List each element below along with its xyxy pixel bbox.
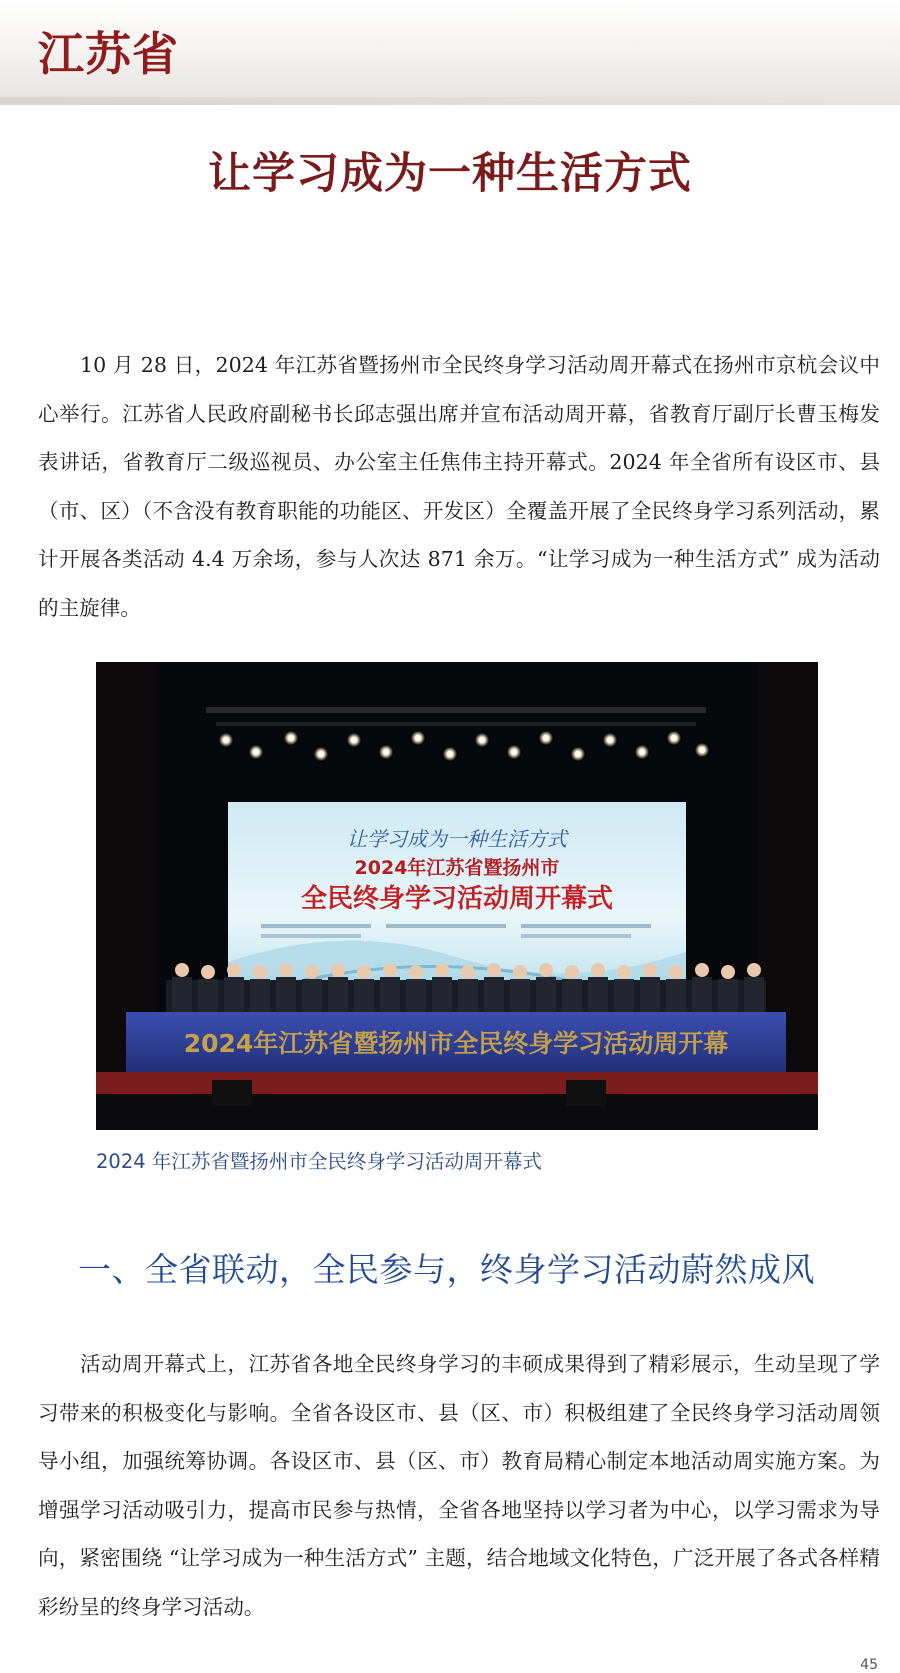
event-photo — [96, 662, 818, 1130]
officials-row — [166, 963, 766, 1014]
page-number: 45 — [860, 1657, 878, 1673]
paragraph-intro: 10 月 28 日，2024 年江苏省暨扬州市全民终身学习活动周开幕式在扬州市京杭会议中心举行。江苏省人民政府副秘书长邱志强出席并宣布活动周开幕，省教育厅副厅长曹玉梅发表讲话，省教育厅二级巡视员、办公室主任焦伟主持开幕式。2024 年全省所有设区市、县（市、区）（不含没有教育职能的功能区、开发区）全覆盖开展了全民终身学习系列活动，累计开展各类活动 4.4 万余场，参与人次达 871 余万。“让学习成为一种生活方式” 成为活动的主旋律。 — [38, 353, 880, 620]
screen-line-2: 全民终身学习活动周开幕式 — [300, 884, 614, 914]
stage-banner-text: 2024年江苏省暨扬州市全民终身学习活动周开幕 — [183, 1029, 729, 1058]
screen-slogan: 让学习成为一种生活方式 — [347, 827, 567, 851]
article-title: 让学习成为一种生活方式 — [208, 149, 692, 199]
screen-line-1: 2024年江苏省暨扬州市 — [354, 857, 560, 879]
province-label: 江苏省 — [38, 27, 179, 81]
section-heading: 一、全省联动，全民参与，终身学习活动蔚然成风 — [78, 1250, 815, 1289]
photo-caption: 2024 年江苏省暨扬州市全民终身学习活动周开幕式 — [96, 1150, 542, 1173]
paragraph-section-1: 活动周开幕式上，江苏省各地全民终身学习的丰硕成果得到了精彩展示，生动呈现了学习带来的积极变化与影响。全省各设区市、县（区、市）积极组建了全民终身学习活动周领导小组，加强统筹协调。各设区市、县（区、市）教育局精心制定本地活动周实施方案。为增强学习活动吸引力，提高市民参与热情，全省各地坚持以学习者为中心，以学习需求为导向，紧密围绕 “让学习成为一种生活方式” 主题，结合地域文化特色，广泛开展了各式各样精彩纷呈的终身学习活动。 — [38, 1352, 880, 1619]
stage-photo-illustration — [96, 662, 818, 1130]
